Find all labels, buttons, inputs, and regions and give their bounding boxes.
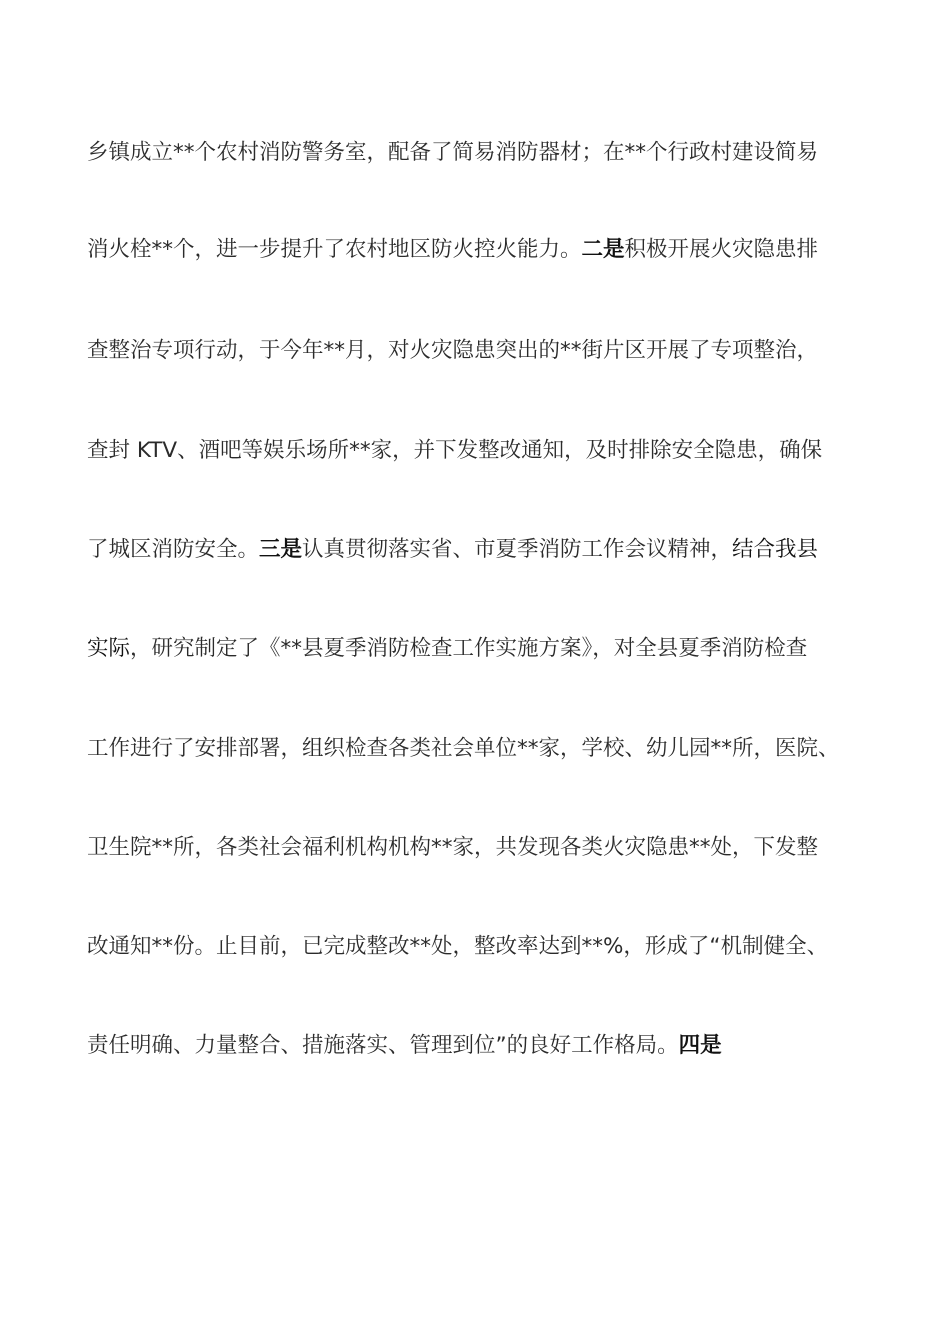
text-segment: 工作进行了安排部署，组织检查各类社会单位**家，学校、幼儿园**所，医院、 — [87, 736, 840, 761]
text-segment: 积极开展火灾隐患排 — [624, 237, 819, 262]
text-segment: 查整治专项行动，于今年**月，对火灾隐患突出的**街片区开展了专项整治， — [87, 338, 819, 363]
text-line-3 — [87, 336, 887, 366]
bold-marker-three: 三是 — [259, 537, 303, 562]
text-line-2 — [87, 235, 887, 265]
text-line-9 — [87, 932, 887, 962]
text-line-4 — [87, 436, 887, 466]
text-segment: 乡镇成立**个农村消防警务室，配备了简易消防器材；在**个行政村建设简易 — [87, 140, 819, 165]
text-segment-dark: 实际 — [87, 636, 131, 661]
text-segment: 改通知**份。止目前，已完成整改**处，整改率达到**%，形成了“机制健全、 — [87, 934, 829, 959]
text-segment: 消火栓**个，进一步提升了农村地区防火控火能力。 — [87, 237, 582, 262]
text-segment: 责任明确、力量整合、措施落实、管理到位”的良好工作格局。 — [87, 1033, 679, 1058]
text-line-8 — [87, 833, 887, 863]
bold-marker-four: 四是 — [678, 1033, 722, 1058]
bold-marker-two: 二是 — [581, 237, 625, 262]
text-line-7 — [87, 734, 887, 764]
text-segment: 卫生院**所，各类社会福利机构机构**家，共发现各类火灾隐患**处，下发整 — [87, 835, 819, 860]
text-segment: 了城区消防安全。 — [87, 537, 260, 562]
text-line-6 — [87, 634, 887, 664]
text-line-1 — [87, 138, 887, 168]
text-segment: 认真贯彻落实省、市夏季消防工作会议精神， — [302, 537, 733, 562]
text-segment-dark: 结合我县 — [732, 537, 819, 562]
text-line-10 — [87, 1031, 887, 1061]
text-line-5 — [87, 535, 887, 565]
text-segment: 查封 KTV、酒吧等娱乐场所**家，并下发整改通知，及时排除安全隐患，确保 — [87, 438, 823, 463]
text-segment: ，研究制定了《**县夏季消防检查工作实施方案》，对全县夏季消防检查 — [130, 636, 808, 661]
